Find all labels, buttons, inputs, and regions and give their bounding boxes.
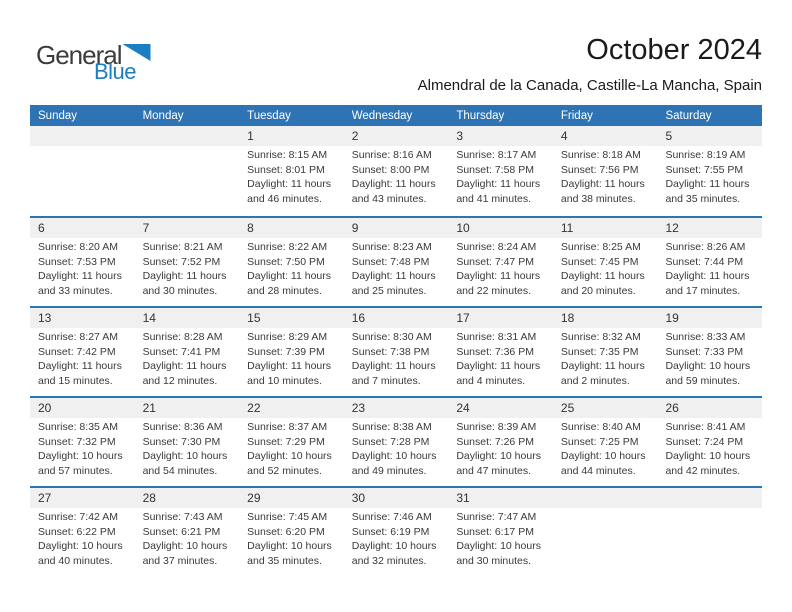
day-number-20: 20 [38, 401, 52, 415]
day-cell-empty [657, 508, 762, 568]
sunrise-line: Sunrise: 8:41 AM [665, 421, 746, 433]
day-cells-row [30, 328, 762, 388]
day-cell-13 [30, 328, 135, 388]
day-number-empty [30, 126, 135, 146]
day-number-4: 4 [560, 129, 568, 143]
day-number-26: 26 [665, 401, 679, 415]
daylight-line: Daylight: 10 hours and 32 minutes. [351, 540, 437, 567]
day-number-band [30, 126, 762, 146]
sunrise-line: Sunrise: 7:45 AM [247, 511, 328, 523]
day-number-19: 19 [665, 311, 679, 325]
weekday-header-tuesday: Tuesday [247, 109, 291, 122]
sunset-line: Sunset: 7:33 PM [665, 345, 744, 358]
day-cell-1 [239, 146, 344, 206]
day-number-30: 30 [351, 491, 366, 505]
day-cell-empty [553, 508, 658, 568]
week-row-5 [30, 486, 762, 576]
day-number-23: 23 [351, 401, 366, 415]
sunrise-line: Sunrise: 8:16 AM [351, 149, 432, 161]
day-cell-10 [448, 238, 553, 298]
sunrise-line: Sunrise: 8:36 AM [142, 421, 223, 433]
day-cell-17 [448, 328, 553, 388]
day-number-27: 27 [38, 491, 52, 505]
calendar-table [30, 105, 762, 576]
daylight-line: Daylight: 11 hours and 25 minutes. [351, 270, 436, 297]
sunset-line: Sunset: 7:24 PM [665, 435, 744, 448]
weekday-header-wednesday: Wednesday [351, 109, 413, 122]
sunset-line: Sunset: 6:19 PM [351, 525, 430, 538]
day-cell-16 [344, 328, 449, 388]
sunrise-line: Sunrise: 8:18 AM [560, 149, 641, 161]
daylight-line: Daylight: 10 hours and 57 minutes. [38, 450, 123, 477]
day-number-empty [657, 488, 762, 508]
day-cell-12 [657, 238, 762, 298]
day-cell-24 [448, 418, 553, 478]
week-row-4 [30, 396, 762, 486]
sunrise-line: Sunrise: 8:20 AM [38, 241, 118, 253]
sunset-line: Sunset: 8:01 PM [247, 163, 325, 176]
sunset-line: Sunset: 6:20 PM [247, 525, 325, 538]
sunset-line: Sunset: 7:29 PM [247, 435, 325, 448]
weekday-header-friday: Friday [560, 109, 593, 122]
day-number-band [30, 218, 762, 238]
weekday-header-monday: Monday [142, 109, 184, 122]
sunrise-line: Sunrise: 8:38 AM [351, 421, 432, 433]
daylight-line: Daylight: 10 hours and 37 minutes. [142, 540, 228, 567]
day-cell-8 [239, 238, 344, 298]
sunset-line: Sunset: 7:52 PM [142, 255, 221, 268]
day-cell-29 [239, 508, 344, 568]
day-number-8: 8 [247, 221, 254, 235]
daylight-line: Daylight: 11 hours and 41 minutes. [456, 178, 541, 205]
weekday-header-sunday: Sunday [38, 109, 78, 122]
day-number-12: 12 [665, 221, 679, 235]
day-number-14: 14 [142, 311, 156, 325]
daylight-line: Daylight: 10 hours and 49 minutes. [351, 450, 437, 477]
sunrise-line: Sunrise: 7:43 AM [142, 511, 223, 523]
day-number-21: 21 [142, 401, 156, 415]
day-cell-27 [30, 508, 135, 568]
sunrise-line: Sunrise: 8:30 AM [351, 331, 432, 343]
weekday-header-row [30, 105, 762, 126]
day-cell-21 [135, 418, 240, 478]
sunset-line: Sunset: 7:42 PM [38, 345, 116, 358]
day-number-2: 2 [351, 129, 359, 143]
daylight-line: Daylight: 11 hours and 7 minutes. [351, 360, 436, 387]
day-number-band [30, 398, 762, 418]
sunrise-line: Sunrise: 8:25 AM [560, 241, 641, 253]
sunset-line: Sunset: 7:41 PM [142, 345, 221, 358]
day-cell-empty [30, 146, 135, 206]
day-number-24: 24 [456, 401, 470, 415]
day-number-22: 22 [247, 401, 261, 415]
sunrise-line: Sunrise: 8:21 AM [142, 241, 223, 253]
sunrise-line: Sunrise: 8:31 AM [456, 331, 537, 343]
sunrise-line: Sunrise: 8:17 AM [456, 149, 537, 161]
sunset-line: Sunset: 7:32 PM [38, 435, 116, 448]
sunrise-line: Sunrise: 8:15 AM [247, 149, 328, 161]
sunset-line: Sunset: 7:47 PM [456, 255, 534, 268]
sunset-line: Sunset: 7:55 PM [665, 163, 744, 176]
daylight-line: Daylight: 11 hours and 22 minutes. [456, 270, 541, 297]
day-number-6: 6 [38, 221, 45, 235]
day-cell-3 [448, 146, 553, 206]
sunrise-line: Sunrise: 7:46 AM [351, 511, 432, 523]
day-number-band [30, 488, 762, 508]
day-number-3: 3 [456, 129, 463, 143]
daylight-line: Daylight: 11 hours and 10 minutes. [247, 360, 332, 387]
daylight-line: Daylight: 10 hours and 47 minutes. [456, 450, 541, 477]
daylight-line: Daylight: 10 hours and 30 minutes. [456, 540, 541, 567]
weekday-header-saturday: Saturday [665, 109, 712, 122]
day-number-empty [553, 488, 658, 508]
daylight-line: Daylight: 11 hours and 28 minutes. [247, 270, 332, 297]
sunset-line: Sunset: 7:38 PM [351, 345, 430, 358]
day-cell-22 [239, 418, 344, 478]
sunrise-line: Sunrise: 8:29 AM [247, 331, 328, 343]
day-number-10: 10 [456, 221, 470, 235]
daylight-line: Daylight: 11 hours and 4 minutes. [456, 360, 541, 387]
daylight-line: Daylight: 11 hours and 17 minutes. [665, 270, 750, 297]
day-number-28: 28 [142, 491, 156, 505]
daylight-line: Daylight: 10 hours and 44 minutes. [560, 450, 646, 477]
sunrise-line: Sunrise: 8:35 AM [38, 421, 118, 433]
daylight-line: Daylight: 11 hours and 33 minutes. [38, 270, 122, 297]
daylight-line: Daylight: 10 hours and 52 minutes. [247, 450, 332, 477]
day-number-17: 17 [456, 311, 470, 325]
sunrise-line: Sunrise: 8:40 AM [560, 421, 641, 433]
page-title: October 2024 [586, 34, 762, 66]
day-number-5: 5 [665, 129, 673, 143]
sunset-line: Sunset: 7:53 PM [38, 255, 116, 268]
sunrise-line: Sunrise: 8:19 AM [665, 149, 746, 161]
sunset-line: Sunset: 8:00 PM [351, 163, 430, 176]
day-number-7: 7 [142, 221, 150, 235]
sunrise-line: Sunrise: 7:47 AM [456, 511, 537, 523]
logo-text-general: General [36, 40, 122, 70]
day-cells-row [30, 418, 762, 478]
sunset-line: Sunset: 7:48 PM [351, 255, 430, 268]
day-cell-7 [135, 238, 240, 298]
day-number-25: 25 [560, 401, 575, 415]
day-number-29: 29 [247, 491, 261, 505]
day-cell-empty [135, 146, 240, 206]
sunrise-line: Sunrise: 8:28 AM [142, 331, 223, 343]
sunrise-line: Sunrise: 8:22 AM [247, 241, 328, 253]
day-number-15: 15 [247, 311, 261, 325]
daylight-line: Daylight: 11 hours and 2 minutes. [560, 360, 645, 387]
daylight-line: Daylight: 10 hours and 54 minutes. [142, 450, 228, 477]
sunset-line: Sunset: 7:36 PM [456, 345, 534, 358]
week-row-3 [30, 306, 762, 396]
day-number-1: 1 [247, 129, 254, 143]
daylight-line: Daylight: 11 hours and 30 minutes. [142, 270, 227, 297]
general-blue-logo [36, 42, 151, 83]
sunset-line: Sunset: 7:30 PM [142, 435, 221, 448]
week-row-2 [30, 216, 762, 306]
daylight-line: Daylight: 11 hours and 20 minutes. [560, 270, 645, 297]
sunset-line: Sunset: 7:44 PM [665, 255, 744, 268]
daylight-line: Daylight: 10 hours and 42 minutes. [665, 450, 751, 477]
sunset-line: Sunset: 7:56 PM [560, 163, 639, 176]
day-cell-28 [135, 508, 240, 568]
day-cells-row [30, 508, 762, 568]
day-number-11: 11 [560, 221, 574, 235]
day-cell-2 [344, 146, 449, 206]
sunset-line: Sunset: 7:26 PM [456, 435, 534, 448]
daylight-line: Daylight: 11 hours and 15 minutes. [38, 360, 122, 387]
sunset-line: Sunset: 7:35 PM [560, 345, 639, 358]
sunrise-line: Sunrise: 8:26 AM [665, 241, 746, 253]
logo-text-blue: Blue [94, 59, 137, 84]
day-cell-20 [30, 418, 135, 478]
day-cell-4 [553, 146, 658, 206]
sunrise-line: Sunrise: 8:24 AM [456, 241, 537, 253]
day-cell-14 [135, 328, 240, 388]
day-number-13: 13 [38, 311, 52, 325]
day-cell-9 [344, 238, 449, 298]
day-number-16: 16 [351, 311, 366, 325]
day-cell-11 [553, 238, 658, 298]
sunrise-line: Sunrise: 8:23 AM [351, 241, 432, 253]
day-cells-row [30, 238, 762, 298]
sunrise-line: Sunrise: 8:37 AM [247, 421, 328, 433]
daylight-line: Daylight: 11 hours and 46 minutes. [247, 178, 332, 205]
day-cell-25 [553, 418, 658, 478]
day-number-band [30, 308, 762, 328]
day-cell-23 [344, 418, 449, 478]
day-cell-6 [30, 238, 135, 298]
day-cell-5 [657, 146, 762, 206]
sunset-line: Sunset: 7:45 PM [560, 255, 639, 268]
daylight-line: Daylight: 11 hours and 38 minutes. [560, 178, 645, 205]
sunset-line: Sunset: 6:21 PM [142, 525, 221, 538]
sunset-line: Sunset: 7:50 PM [247, 255, 325, 268]
day-cell-30 [344, 508, 449, 568]
day-number-31: 31 [456, 491, 470, 505]
daylight-line: Daylight: 10 hours and 59 minutes. [665, 360, 751, 387]
week-row-1 [30, 126, 762, 216]
weekday-header-thursday: Thursday [456, 109, 505, 122]
sunset-line: Sunset: 7:58 PM [456, 163, 534, 176]
sunrise-line: Sunrise: 7:42 AM [38, 511, 118, 523]
sunset-line: Sunset: 7:25 PM [560, 435, 639, 448]
day-cell-19 [657, 328, 762, 388]
daylight-line: Daylight: 10 hours and 35 minutes. [247, 540, 332, 567]
day-cell-31 [448, 508, 553, 568]
day-cell-26 [657, 418, 762, 478]
day-cells-row [30, 146, 762, 206]
daylight-line: Daylight: 11 hours and 35 minutes. [665, 178, 750, 205]
sunrise-line: Sunrise: 8:32 AM [560, 331, 641, 343]
daylight-line: Daylight: 11 hours and 12 minutes. [142, 360, 227, 387]
sunset-line: Sunset: 6:22 PM [38, 525, 116, 538]
sunrise-line: Sunrise: 8:39 AM [456, 421, 537, 433]
weeks-container [30, 126, 762, 576]
sunset-line: Sunset: 7:28 PM [351, 435, 430, 448]
sunset-line: Sunset: 6:17 PM [456, 525, 534, 538]
sunrise-line: Sunrise: 8:33 AM [665, 331, 746, 343]
daylight-line: Daylight: 11 hours and 43 minutes. [351, 178, 436, 205]
sunset-line: Sunset: 7:39 PM [247, 345, 325, 358]
day-cell-15 [239, 328, 344, 388]
day-number-empty [135, 126, 240, 146]
day-number-18: 18 [560, 311, 575, 325]
day-cell-18 [553, 328, 658, 388]
page-subtitle: Almendral de la Canada, Castille-La Mancha, Spain [417, 77, 762, 94]
sunrise-line: Sunrise: 8:27 AM [38, 331, 118, 343]
daylight-line: Daylight: 10 hours and 40 minutes. [38, 540, 123, 567]
day-number-9: 9 [351, 221, 359, 235]
